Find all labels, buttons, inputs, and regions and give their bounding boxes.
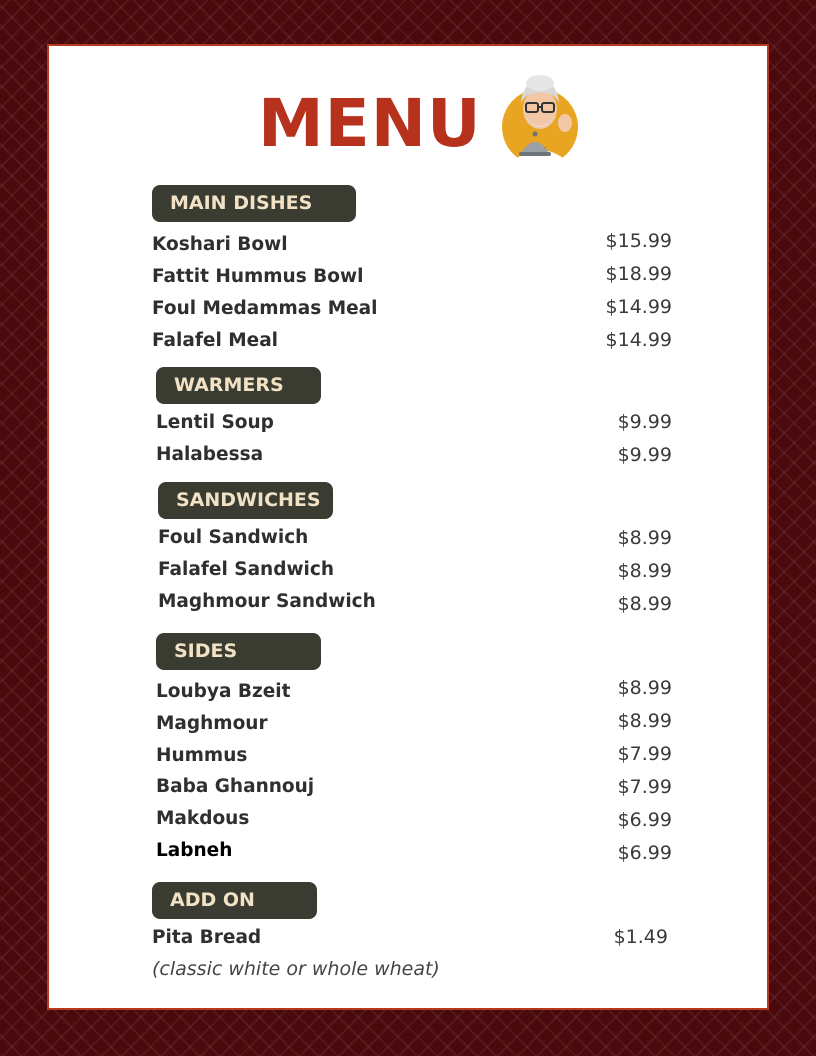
section-heading-main-dishes: MAIN DISHES: [152, 185, 356, 222]
menu-item-name: Lentil Soup: [156, 412, 274, 433]
menu-item-price: $7.99: [617, 743, 672, 765]
menu-item-price: $8.99: [617, 710, 672, 732]
menu-item-name: Loubya Bzeit: [156, 681, 291, 702]
menu-item-price: $6.99: [617, 809, 672, 831]
menu-item-name: Makdous: [156, 808, 250, 829]
menu-item-name: Pita Bread: [152, 927, 262, 948]
menu-item-price: $18.99: [605, 263, 672, 285]
section-heading-warmers: WARMERS: [156, 367, 321, 404]
menu-item-price: $14.99: [605, 296, 672, 318]
menu-item-price: $7.99: [617, 776, 672, 798]
menu-item-note: (classic white or whole wheat): [152, 958, 440, 980]
menu-item-price: $9.99: [617, 444, 672, 466]
menu-item-name: Falafel Sandwich: [158, 559, 335, 580]
menu-item-name: Koshari Bowl: [152, 234, 288, 255]
menu-item-price: $14.99: [605, 329, 672, 351]
menu-item-price: $8.99: [617, 560, 672, 582]
menu-item-price: $1.49: [613, 926, 668, 948]
menu-item-price: $15.99: [605, 230, 672, 252]
menu-item-name: Foul Sandwich: [158, 527, 309, 548]
menu-item-name: Falafel Meal: [152, 330, 279, 351]
menu-item-name: Baba Ghannouj: [156, 776, 315, 797]
chef-avatar-icon: [499, 69, 581, 169]
menu-item-price: $8.99: [617, 527, 672, 549]
menu-item-name: Hummus: [156, 745, 248, 766]
menu-item-name: Fattit Hummus Bowl: [152, 266, 364, 287]
menu-item-price: $9.99: [617, 411, 672, 433]
menu-item-name: Foul Medammas Meal: [152, 298, 378, 319]
menu-item-price: $6.99: [617, 842, 672, 864]
section-heading-sandwiches: SANDWICHES: [158, 482, 333, 519]
menu-item-name: Halabessa: [156, 444, 264, 465]
menu-item-price: $8.99: [617, 677, 672, 699]
menu-item-price: $8.99: [617, 593, 672, 615]
menu-item-name: Maghmour Sandwich: [158, 591, 376, 612]
section-heading-sides: SIDES: [156, 633, 321, 670]
menu-item-name: Labneh: [156, 840, 233, 861]
menu-item-name: Maghmour: [156, 713, 268, 734]
section-heading-add-on: ADD ON: [152, 882, 317, 919]
menu-title: MENU: [258, 85, 482, 162]
